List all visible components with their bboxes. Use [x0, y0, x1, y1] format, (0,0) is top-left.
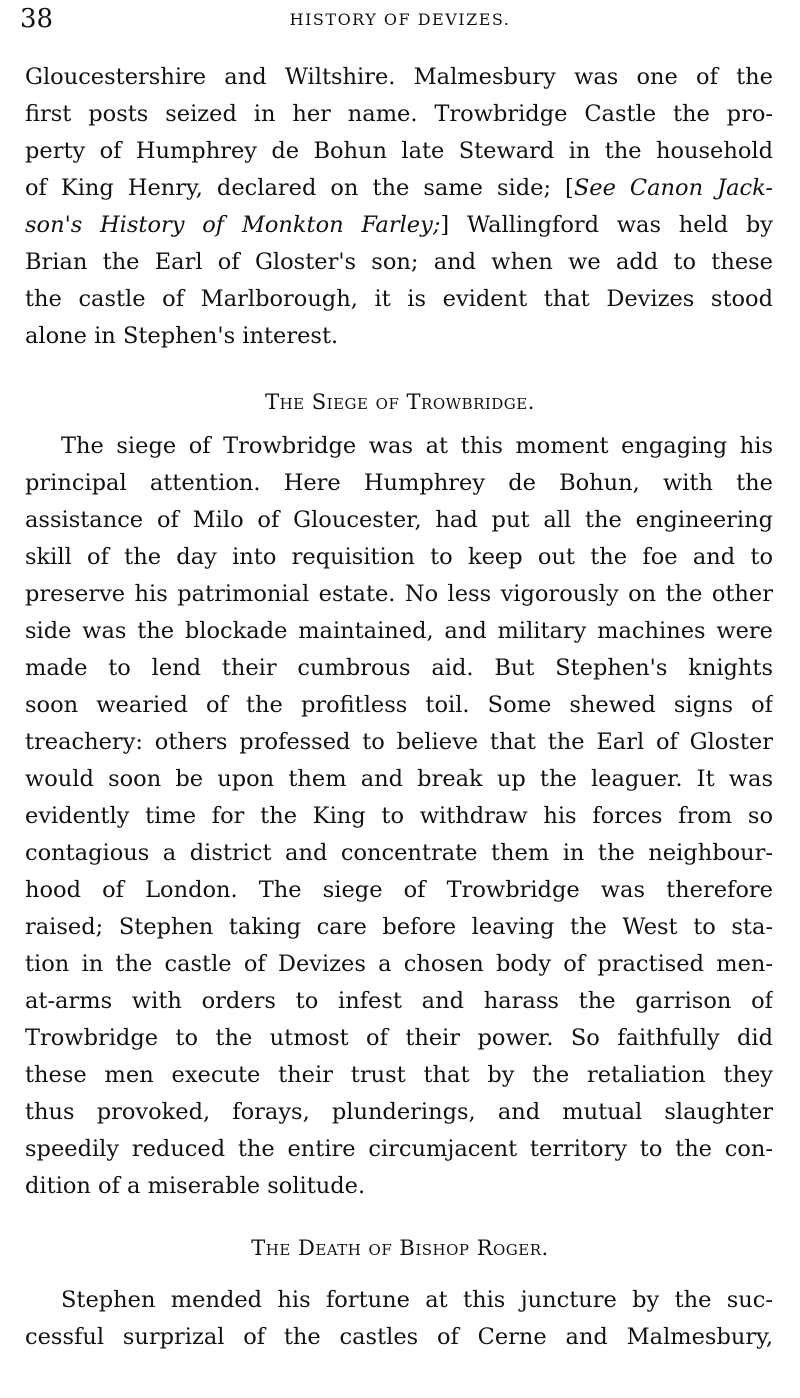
text-line: perty of Humphrey de Bohun late Steward in the household	[25, 138, 773, 164]
citation-italic: son's History of Monkton Farley;	[25, 212, 441, 238]
text-line: skill of the day into requisition to keep out the foe and to	[25, 544, 773, 570]
text-line: alone in Stephen's interest.	[25, 323, 339, 349]
page-number: 38	[20, 4, 54, 34]
citation-suffix: ] Wallingford was held by	[440, 212, 773, 238]
text-line: contagious a district and concentrate them in the neighbour-	[25, 840, 773, 866]
text-line-citation	[25, 170, 773, 207]
text-line: would soon be upon them and break up the leaguer. It was	[25, 766, 773, 792]
paragraph-2	[25, 428, 773, 1205]
running-head: HISTORY OF DEVIZES.	[289, 10, 511, 29]
text-line: The siege of Trowbridge was at this moment engaging his	[61, 433, 773, 459]
text-line-citation	[25, 207, 773, 244]
text-line: first posts seized in her name. Trowbridge Castle the pro-	[25, 101, 773, 127]
text-line: cessful surprizal of the castles of Cerne and Malmesbury,	[25, 1324, 773, 1350]
text-line: assistance of Milo of Gloucester, had put all the engineering	[25, 507, 773, 533]
text-line: side was the blockade maintained, and military machines were	[25, 618, 773, 644]
paragraph-1	[25, 59, 773, 355]
text-line: Trowbridge to the utmost of their power. So faithfully did	[25, 1025, 773, 1051]
text-line: principal attention. Here Humphrey de Bohun, with the	[25, 470, 773, 496]
text-line: Gloucestershire and Wiltshire. Malmesbury was one of the	[25, 64, 773, 90]
text-line: evidently time for the King to withdraw his forces from so	[25, 803, 773, 829]
text-line: these men execute their trust that by the retaliation they	[25, 1062, 773, 1088]
citation-italic: See Canon Jack-	[573, 175, 773, 201]
text-line: the castle of Marlborough, it is evident that Devizes stood	[25, 286, 773, 312]
text-line: thus provoked, forays, plunderings, and mutual slaughter	[25, 1099, 773, 1125]
text-line: speedily reduced the entire circumjacent territory to the con-	[25, 1136, 773, 1162]
text-line: preserve his patrimonial estate. No less vigorously on the other	[25, 581, 773, 607]
section-heading: The Death of Bishop Roger.	[251, 1236, 549, 1260]
section-heading: The Siege of Trowbridge.	[265, 390, 535, 414]
text-line: Stephen mended his fortune at this juncture by the suc-	[61, 1287, 773, 1313]
citation-prefix: of King Henry, declared on the same side; [	[25, 175, 574, 201]
text-line: hood of London. The siege of Trowbridge was therefore	[25, 877, 773, 903]
text-line: made to lend their cumbrous aid. But Stephen's knights	[25, 655, 773, 681]
text-line: dition of a miserable solitude.	[25, 1173, 366, 1199]
text-line: treachery: others professed to believe that the Earl of Gloster	[25, 729, 773, 755]
text-line: soon wearied of the profitless toil. Some shewed signs of	[25, 692, 773, 718]
text-line: tion in the castle of Devizes a chosen body of practised men-	[25, 951, 773, 977]
paragraph-3	[25, 1282, 773, 1356]
text-line: at-arms with orders to infest and harass the garrison of	[25, 988, 773, 1014]
text-line: Brian the Earl of Gloster's son; and when we add to these	[25, 249, 773, 275]
text-line: raised; Stephen taking care before leaving the West to sta-	[25, 914, 773, 940]
